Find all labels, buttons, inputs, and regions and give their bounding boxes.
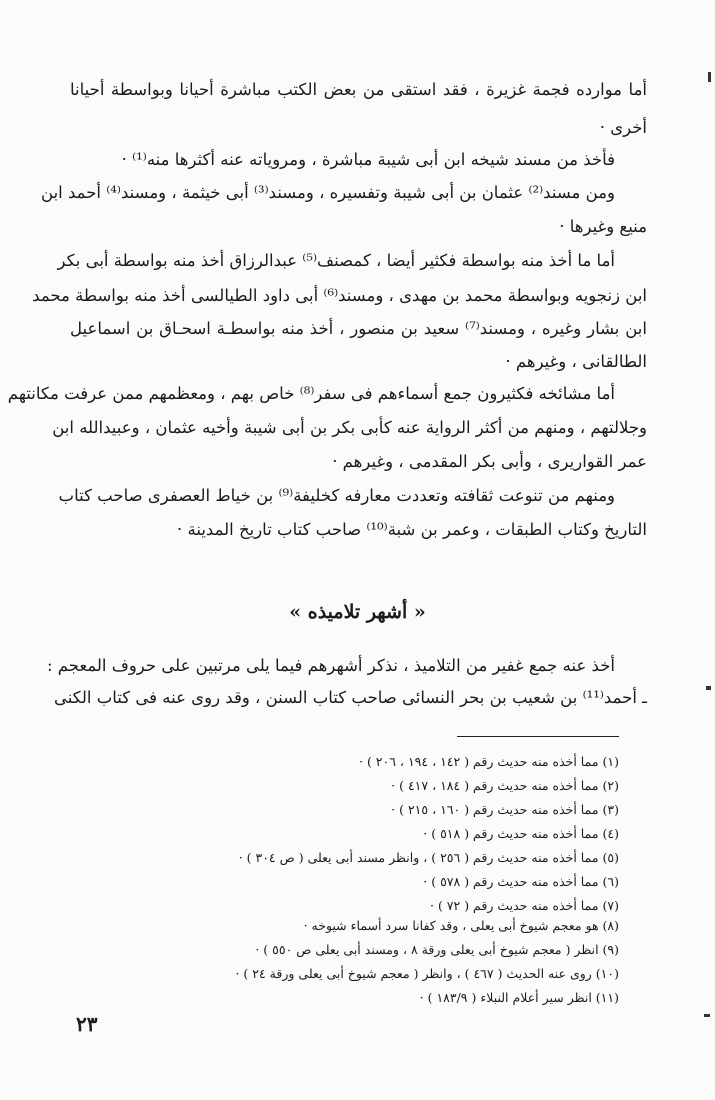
footnote: (٢) مما أخذه منه حديث رقم ( ١٨٤ ، ٤١٧ ) · bbox=[391, 778, 619, 793]
page-number: ٢٣ bbox=[76, 1012, 98, 1036]
body-line: أما مشائخه فكثيرون جمع أسماءهم فى سفر⁽⁸⁾ خاص بهم ، ومعظمهم ممن عرفت مكانتهم bbox=[7, 384, 615, 403]
body-line: الطالقانى ، وغيرهم · bbox=[505, 352, 647, 371]
body-line: ابن بشار وغيره ، ومسند⁽⁷⁾ سعيد بن منصور ، أخذ منه بواسطـة اسحـاق بن اسماعيل bbox=[70, 319, 647, 338]
body-line: ابن زنجويه وبواسطة محمد بن مهدى ، ومسند⁽⁶⁾ أبى داود الطيالسى أخذ منه بواسطة محمد bbox=[32, 286, 647, 305]
footnote: (٣) مما أخذه منه حديث رقم ( ١٦٠ ، ٢١٥ ) · bbox=[391, 802, 619, 817]
body-line: فأخذ من مسند شيخه ابن أبى شيبة مباشرة ، ومروياته عنه أكثرها منه⁽¹⁾ · bbox=[121, 150, 615, 169]
section-heading: « أشهر تلاميذه » bbox=[289, 601, 426, 623]
body-line: أما ما أخذ منه بواسطة فكثير أيضا ، كمصنف⁽⁵⁾ عبدالرزاق أخذ منه بواسطة أبى بكر bbox=[57, 251, 615, 270]
footnote: (٧) مما أخذه منه حديث رقم ( ٧٢ ) · bbox=[430, 898, 619, 913]
footnote: (٥) مما أخذه منه حديث رقم ( ٢٥٦ ) ، وانظر مسند أبى يعلى ( ص ٣٠٤ ) · bbox=[238, 850, 619, 865]
body-line: أخرى · bbox=[599, 118, 647, 137]
body-line: ـ أحمد⁽¹¹⁾ بن شعيب بن بحر النسائى صاحب كتاب السنن ، وقد روى عنه فى كتاب الكنى bbox=[54, 688, 647, 707]
footnote-divider bbox=[457, 736, 619, 737]
footnote: (١٠) روى عنه الحديث ( ٤٦٧ ) ، وانظر ( معجم شيوخ أبى يعلى ورقة ٢٤ ) · bbox=[235, 966, 619, 981]
margin-mark bbox=[706, 686, 711, 690]
footnote: (١) مما أخذه منه حديث رقم ( ١٤٢ ، ١٩٤ ، ٢٠٦ ) · bbox=[359, 754, 619, 769]
body-line: أخذ عنه جمع غفير من التلاميذ ، نذكر أشهرهم فيما يلى مرتبين على حروف المعجم : bbox=[46, 656, 615, 675]
footnote: (٩) انظر ( معجم شيوخ أبى يعلى ورقة ٨ ، ومسند أبى يعلى ص ٥٥٠ ) · bbox=[255, 942, 619, 957]
footnote: (١١) انظر سير أعلام النبلاء ( ١٨٣/٩ ) · bbox=[419, 990, 619, 1005]
footnote: (٦) مما أخذه منه حديث رقم ( ٥٧٨ ) · bbox=[423, 874, 619, 889]
body-line: أما موارده فجمة غزيرة ، فقد استقى من بعض الكتب مباشرة أحيانا وبواسطة أحيانا bbox=[70, 80, 647, 99]
margin-mark bbox=[708, 72, 711, 82]
body-line: عمر القواريرى ، وأبى بكر المقدمى ، وغيرهم · bbox=[332, 452, 647, 471]
body-line: التاريخ وكتاب الطبقات ، وعمر بن شبة⁽¹⁰⁾ صاحب كتاب تاريخ المدينة · bbox=[177, 520, 647, 539]
body-line: ومن مسند⁽²⁾ عثمان بن أبى شيبة وتفسيره ، ومسند⁽³⁾ أبى خيثمة ، ومسند⁽⁴⁾ أحمد ابن bbox=[41, 183, 615, 202]
footnote: (٨) هو معجم شيوخ أبى يعلى ، وقد كفانا سرد أسماء شيوخه · bbox=[303, 918, 619, 933]
footnote: (٤) مما أخذه منه حديث رقم ( ٥١٨ ) · bbox=[423, 826, 619, 841]
body-line: منيع وغيرها · bbox=[559, 217, 647, 236]
body-line: وجلالتهم ، ومنهم من أكثر الرواية عنه كأبى بكر بن أبى شيبة وأخيه عثمان ، وعبيدالله ابن bbox=[52, 418, 647, 437]
body-line: ومنهم من تنوعت ثقافته وتعددت معارفه كخليفة⁽⁹⁾ بن خياط العصفرى صاحب كتاب bbox=[58, 486, 615, 505]
margin-mark bbox=[704, 1014, 710, 1017]
